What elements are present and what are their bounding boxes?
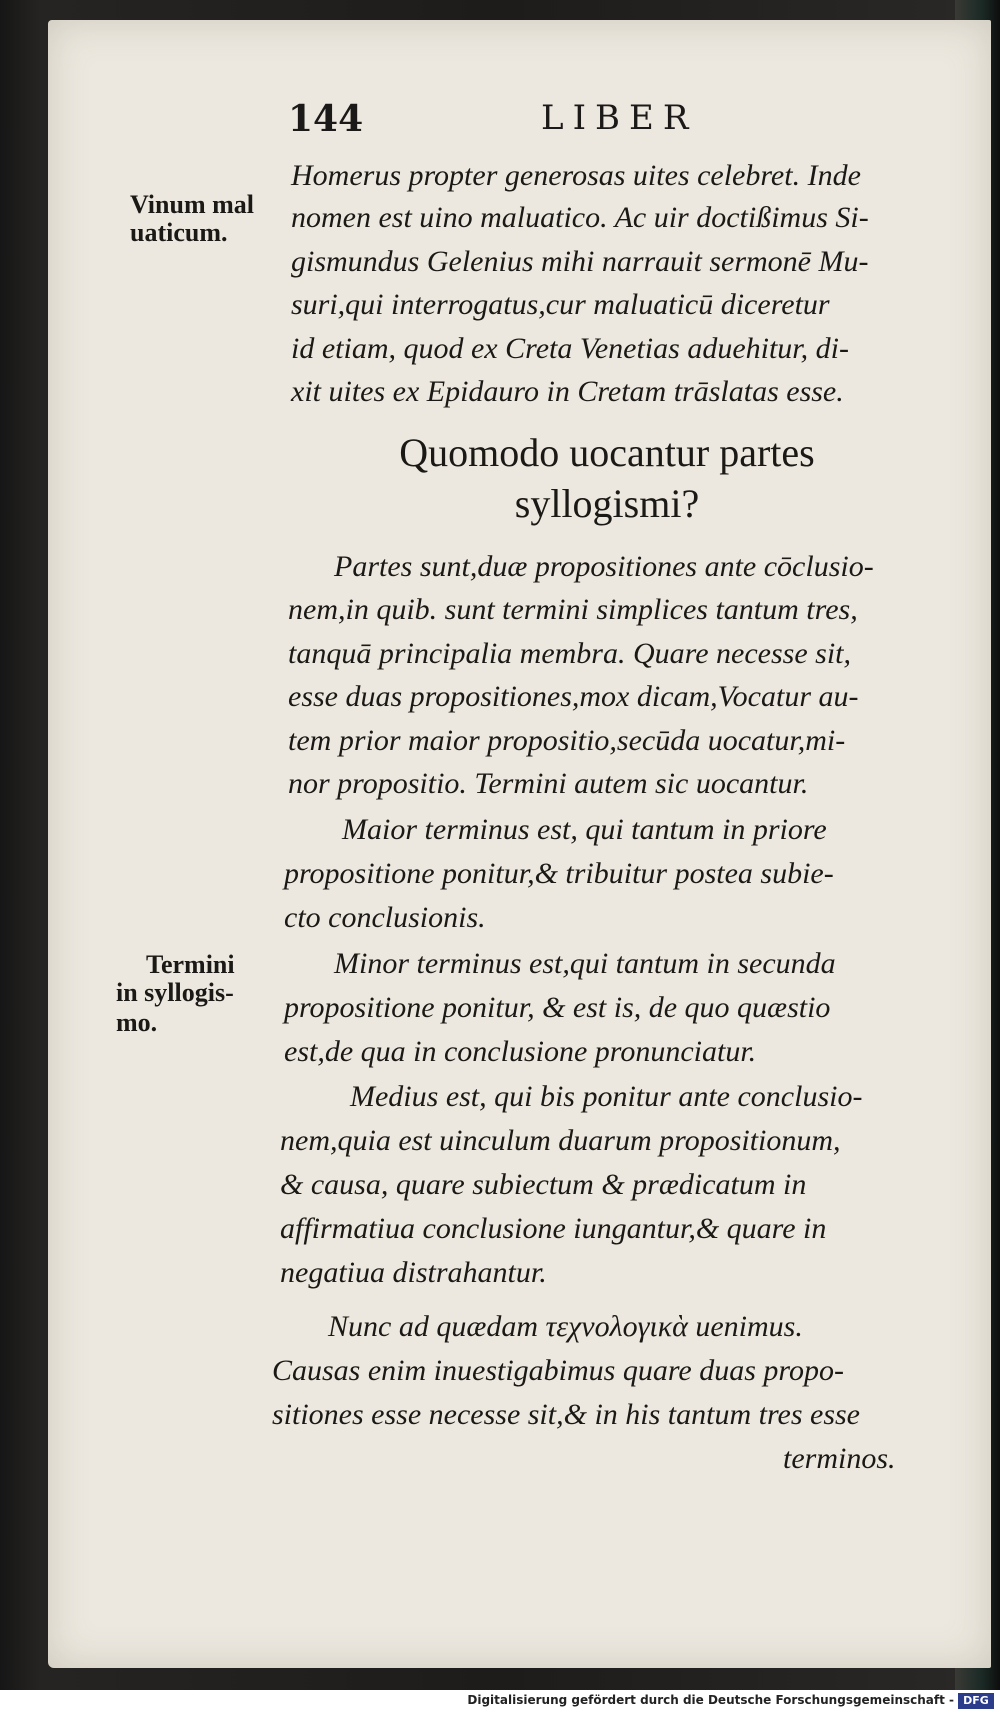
- text-line: nem,in quib. sunt termini simplices tantum tres,: [288, 593, 858, 626]
- text-line: propositione ponitur,& tribuitur postea subie-: [284, 857, 834, 890]
- text-line: Minor terminus est,qui tantum in secunda: [334, 947, 836, 980]
- text-line: Partes sunt,duæ propositiones ante cōclusio-: [334, 550, 874, 583]
- text-line: terminos.: [783, 1442, 896, 1475]
- text-line: Medius est, qui bis ponitur ante conclusio-: [350, 1080, 863, 1113]
- page-number: 144: [288, 98, 364, 140]
- footer-credit: Digitalisierung gefördert durch die Deutsche Forschungsgemeinschaft -: [467, 1693, 954, 1707]
- dfg-logo-icon: DFG: [958, 1693, 994, 1709]
- margin-note: in syllogis-: [116, 978, 234, 1007]
- margin-note: mo.: [116, 1008, 158, 1037]
- text-line: Causas enim inuestigabimus quare duas propo-: [272, 1354, 844, 1387]
- text-line: negatiua distrahantur.: [280, 1256, 547, 1289]
- text-line: nem,quia est uinculum duarum propositionum,: [280, 1124, 841, 1157]
- text-line: est,de qua in conclusione pronunciatur.: [284, 1035, 757, 1068]
- text-line: id etiam, quod ex Creta Venetias aduehitur, di-: [291, 332, 849, 365]
- margin-note: Termini: [146, 950, 235, 979]
- margin-note: uaticum.: [130, 218, 228, 247]
- text-line: nor propositio. Termini autem sic uocantur.: [288, 767, 809, 800]
- text-block: [48, 20, 991, 1668]
- text-line: Nunc ad quædam τεχνολογικὰ uenimus.: [328, 1310, 803, 1343]
- book-page: [48, 20, 991, 1668]
- text-line: xit uites ex Epidauro in Cretam trāslatas esse.: [291, 375, 844, 408]
- text-line: affirmatiua conclusione iungantur,& quare in: [280, 1212, 827, 1245]
- text-line: Homerus propter generosas uites celebret. Inde: [291, 159, 861, 192]
- text-line: suri,qui interrogatus,cur maluaticū diceretur: [291, 288, 830, 321]
- text-line: gismundus Gelenius mihi narrauit sermonē Mu-: [291, 245, 869, 278]
- text-line: nomen est uino maluatico. Ac uir doctißimus Si-: [291, 201, 869, 234]
- text-line: tem prior maior propositio,secūda uocatur,mi-: [288, 724, 846, 757]
- footer-bar: [0, 1690, 1000, 1713]
- section-heading: syllogismi?: [514, 481, 700, 526]
- text-line: esse duas propositiones,mox dicam,Vocatur au-: [288, 680, 859, 713]
- text-line: sitiones esse necesse sit,& in his tantum tres esse: [272, 1398, 860, 1431]
- text-line: cto conclusionis.: [284, 901, 486, 934]
- section-heading: Quomodo uocantur partes: [399, 430, 815, 475]
- running-head: LIBER: [541, 98, 698, 138]
- text-line: & causa, quare subiectum & prædicatum in: [280, 1168, 807, 1201]
- text-line: propositione ponitur, & est is, de quo quæstio: [284, 991, 831, 1024]
- margin-note: Vinum mal: [130, 190, 254, 219]
- text-line: tanquā principalia membra. Quare necesse sit,: [288, 637, 851, 670]
- text-line: Maior terminus est, qui tantum in priore: [342, 813, 827, 846]
